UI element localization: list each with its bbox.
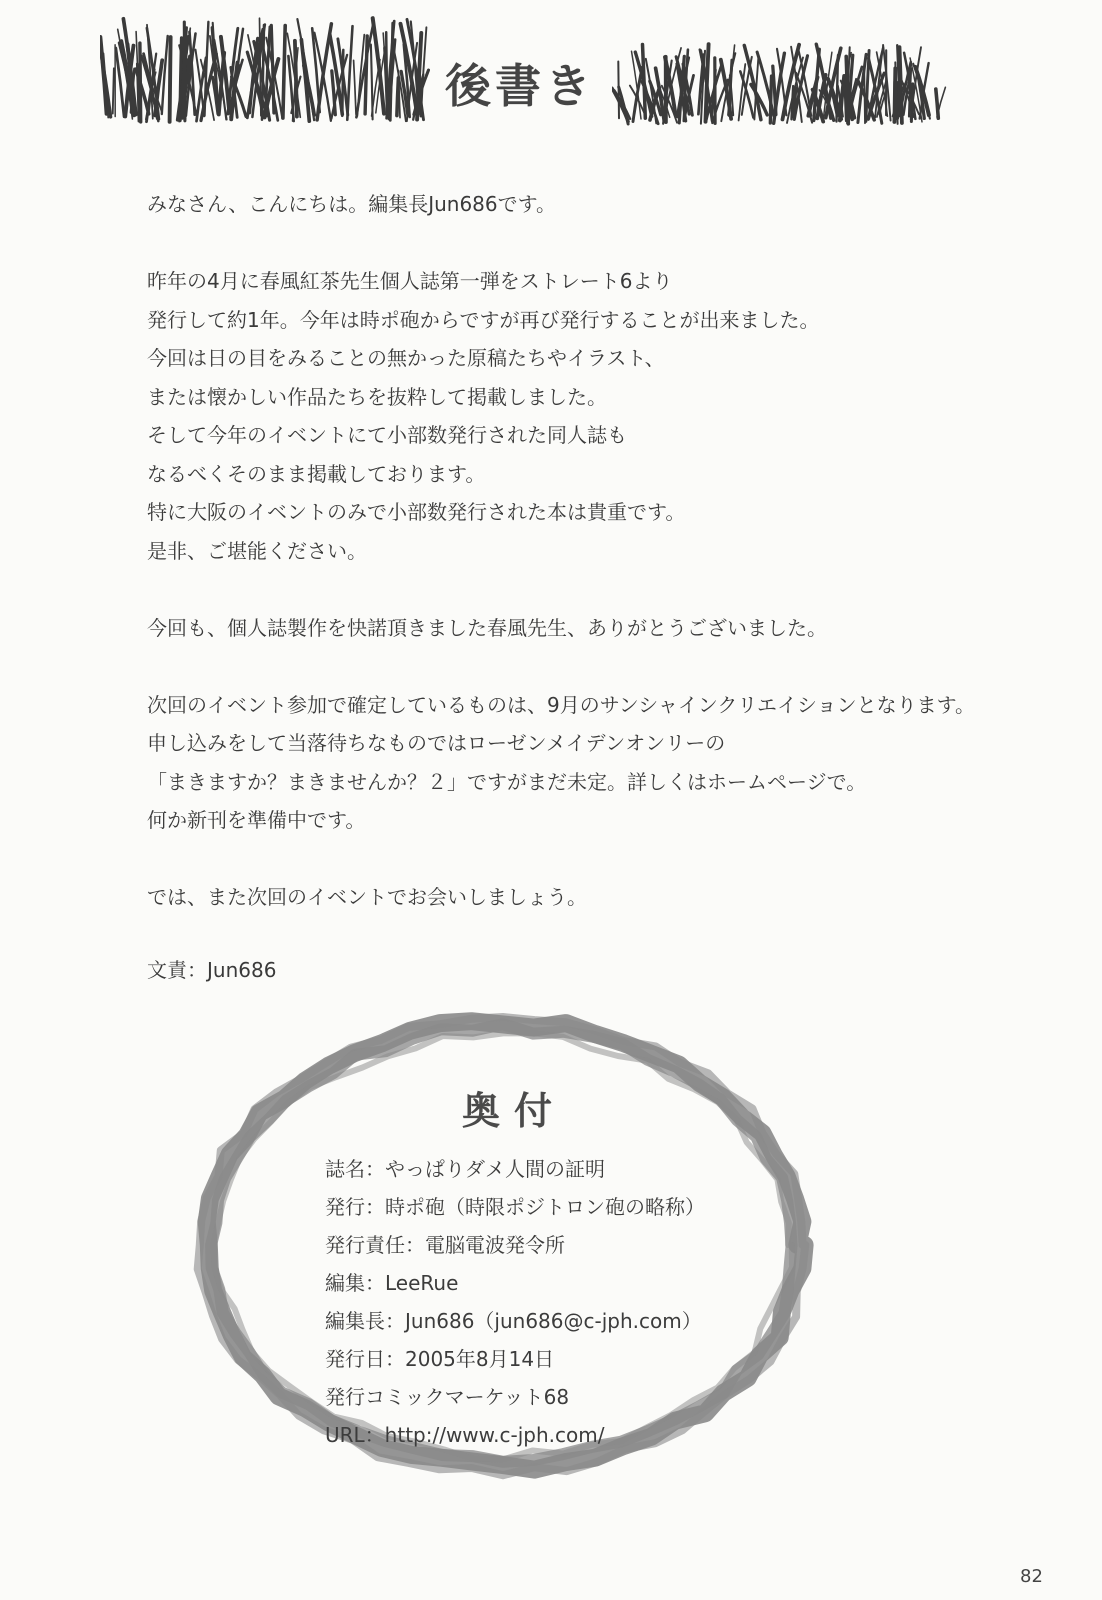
afterword-line: または懐かしい作品たちを抜粋して掲載しました。 (147, 384, 607, 409)
grass-blade (100, 37, 106, 114)
grass-blade (794, 88, 796, 116)
afterword-line: 「まきますか？まきませんか？２」ですがまだ未定。詳しくはホームページで。 (147, 769, 867, 794)
colophon-item: 発行責任：電脳電波発令所 (325, 1233, 565, 1257)
afterword-line: 昨年の4月に春風紅茶先生個人誌第一弾をストレート6より (147, 269, 673, 293)
afterword-paragraph (147, 686, 1077, 840)
afterword-paragraph (147, 609, 1077, 648)
signature: 文責：Jun686 (147, 958, 277, 982)
afterword-body (147, 185, 1077, 955)
afterword-line: 特に大阪のイベントのみで小部数発行された本は貴重です。 (147, 500, 686, 524)
colophon-item: 発行：時ポ砲（時限ポジトロン砲の略称） (325, 1195, 705, 1219)
colophon-item: URL：http://www.c-jph.com/ (325, 1423, 605, 1447)
colophon-item: 誌名：やっぱりダメ人間の証明 (325, 1157, 605, 1181)
grass-blade (332, 71, 336, 115)
afterword-line: 是非、ご堪能ください。 (147, 538, 367, 563)
grass-blade (184, 22, 185, 121)
grass-blade (170, 37, 171, 122)
grass-blade (846, 56, 848, 123)
afterword-line: そして今年のイベントにて小部数発行された同人誌も (147, 423, 627, 447)
grass-blade (113, 68, 114, 113)
grass-blade (219, 53, 224, 115)
colophon-item: 編集：LeeRue (325, 1271, 459, 1295)
afterword-line: 次回のイベント参加で確定しているものは、9月のサンシャインクリエイションとなります。 (147, 692, 976, 717)
colophon-item: 編集長：Jun686（jun686@c-jph.com） (325, 1309, 702, 1333)
header-banner (0, 0, 1102, 150)
colophon-item: 発行コミックマーケット68 (325, 1385, 570, 1409)
afterword-line: 今回は日の目をみることの無かった原稿たちやイラスト、 (147, 346, 665, 370)
colophon-list (325, 1150, 705, 1454)
afterword-paragraph (147, 262, 1077, 570)
afterword-line: みなさん、こんにちは。編集長Jun686です。 (147, 192, 557, 216)
grass-blade (162, 36, 168, 114)
afterword-line: 発行して約1年。今年は時ポ砲からですが再び発行することが出来ました。 (147, 307, 820, 332)
afterword-line: なるべくそのまま掲載しております。 (147, 461, 486, 486)
grass-blade (643, 45, 646, 119)
page-number: 82 (1020, 1566, 1043, 1587)
afterword-line: 今回も、個人誌製作を快諾頂きました春風先生、ありがとうございました。 (147, 615, 827, 640)
grass-left-illustration (100, 14, 430, 124)
afterword-paragraph (147, 185, 1077, 224)
page-title: 後書き (445, 59, 595, 113)
grass-blade (354, 60, 356, 114)
afterword-line: 何か新刊を準備中です。 (147, 808, 366, 832)
colophon-title: 奥付 (462, 1089, 567, 1133)
grass-blade (365, 36, 367, 114)
afterword-paragraph (147, 878, 1077, 917)
grass-blade (283, 26, 285, 119)
afterword-line: 申し込みをして当落待ちなものではローゼンメイデンオンリーの (147, 731, 726, 755)
colophon-item: 発行日：2005年8月14日 (325, 1347, 555, 1371)
grass-blade (840, 76, 844, 121)
afterword-line: では、また次回のイベントでお会いしましょう。 (147, 885, 587, 909)
grass-right-illustration (612, 40, 947, 126)
